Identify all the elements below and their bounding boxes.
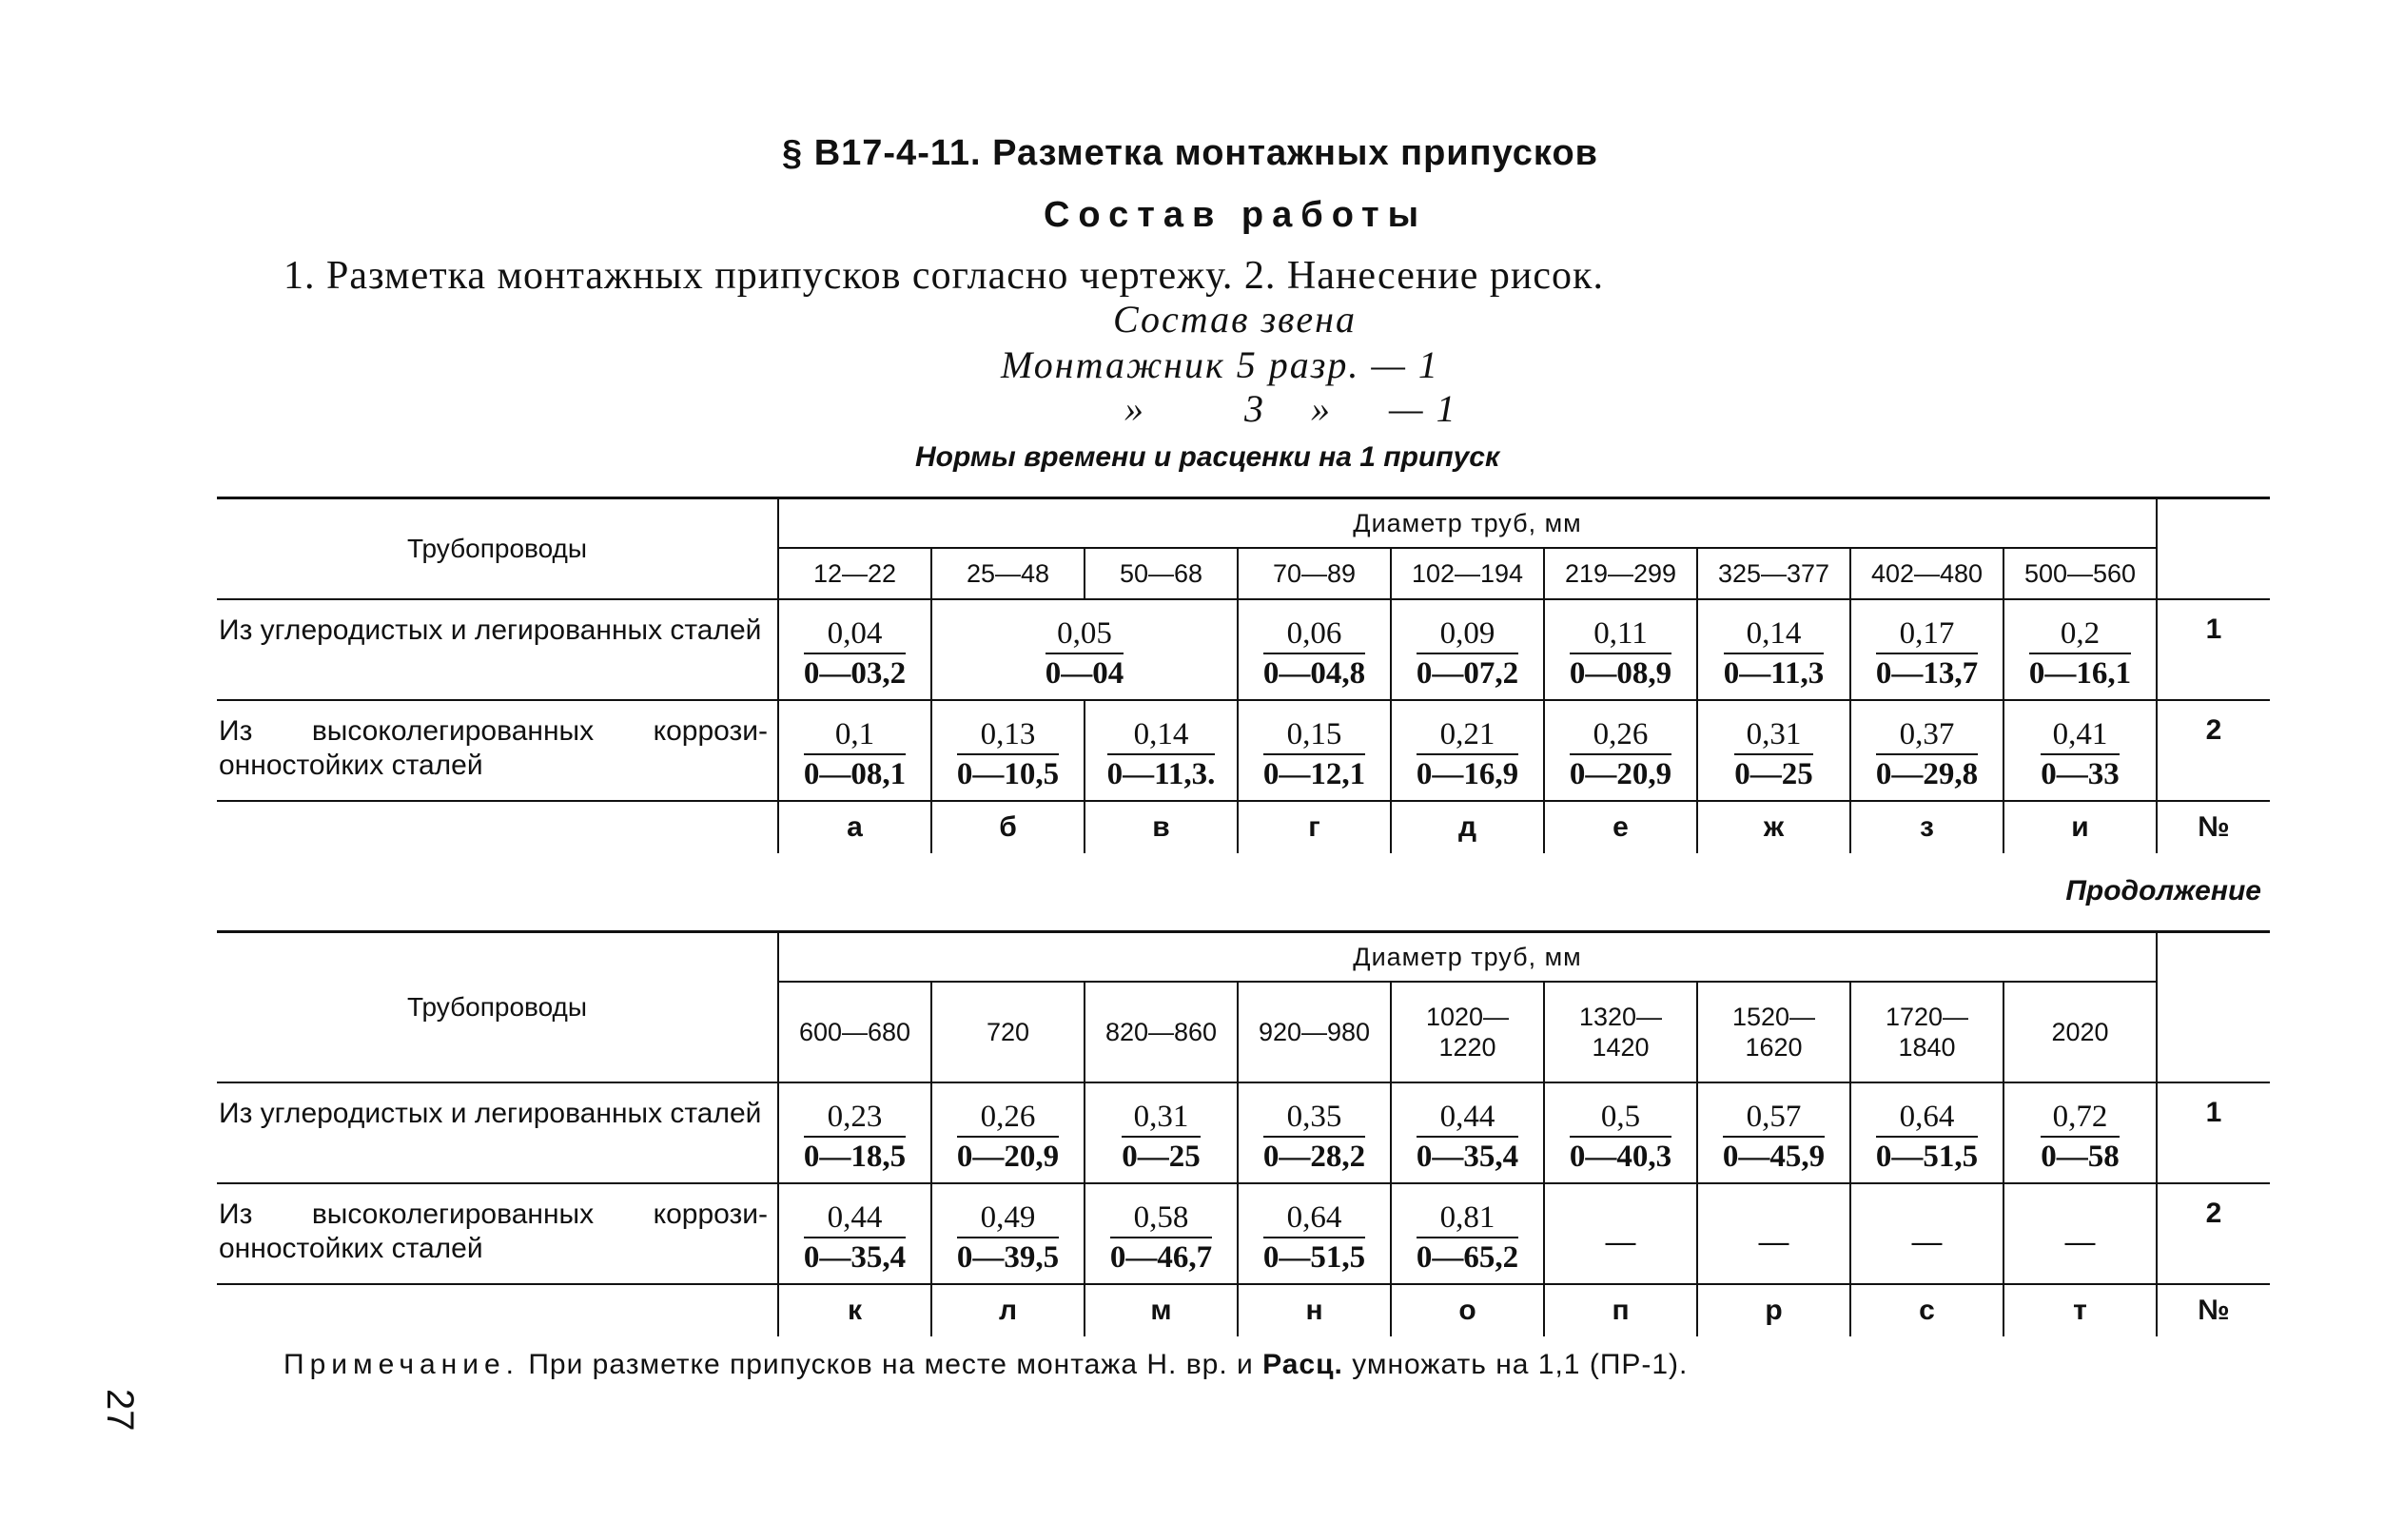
number-label: № <box>2157 801 2270 853</box>
norm-cell-empty <box>1544 1183 1697 1284</box>
time-norm: 0,23 <box>804 1100 906 1138</box>
diameter-col: 102—194 <box>1391 548 1544 599</box>
time-norm: 0,64 <box>1876 1100 1978 1138</box>
diameter-col: 70—89 <box>1238 548 1391 599</box>
rate-value: 0—10,5 <box>956 757 1060 791</box>
norm-cell <box>1544 599 1697 700</box>
diameter-col: 600—680 <box>778 982 931 1082</box>
rate-value: 0—16,1 <box>2028 656 2132 691</box>
crew-ditto-open: » <box>1124 387 1145 430</box>
no-value-dash: — <box>1605 1223 1636 1258</box>
norm-cell <box>778 700 931 801</box>
footnote-text-end: умножать на 1,1 (ПР-1). <box>1342 1349 1689 1380</box>
time-norm: 0,58 <box>1110 1200 1212 1238</box>
time-norm: 0,44 <box>804 1200 906 1238</box>
norms-table-1 <box>217 497 2270 853</box>
footnote-label: Примечание. <box>283 1349 519 1380</box>
norm-cell <box>1697 599 1850 700</box>
norm-cell <box>931 700 1085 801</box>
rate-value: 0—20,9 <box>1569 757 1672 791</box>
pipe-type-cell: Из высоколегированных коррози-онностойких сталей <box>217 1183 778 1284</box>
pipe-header: Трубопроводы <box>217 498 778 600</box>
time-norm: 0,26 <box>1570 717 1671 755</box>
norm-cell <box>1391 700 1544 801</box>
crew-ditto-close: » <box>1311 387 1332 430</box>
diameter-col: 820—860 <box>1085 982 1238 1082</box>
norm-cell-empty <box>1850 1183 2003 1284</box>
norm-cell <box>1697 1082 1850 1183</box>
norm-cell <box>1850 700 2003 801</box>
rate-value: 0—03,2 <box>803 656 907 691</box>
no-value-dash: — <box>1911 1223 1943 1258</box>
rate-value: 0—46,7 <box>1109 1240 1213 1275</box>
rate-value: 0—35,4 <box>1416 1140 1519 1174</box>
rate-value: 0—29,8 <box>1875 757 1979 791</box>
time-norm: 0,26 <box>957 1100 1059 1138</box>
norm-cell <box>1085 1183 1238 1284</box>
column-letter: к <box>778 1284 931 1336</box>
diameter-header: Диаметр труб, мм <box>778 498 2157 549</box>
time-norm: 0,49 <box>957 1200 1059 1238</box>
norm-cell <box>778 1082 931 1183</box>
page-number: 27 <box>99 1389 141 1432</box>
norm-cell <box>1850 1082 2003 1183</box>
time-norm: 0,14 <box>1724 616 1824 654</box>
crew-count: — 1 <box>1389 387 1457 430</box>
rate-value: 0—11,3 <box>1723 656 1825 691</box>
pipe-header: Трубопроводы <box>217 932 778 1083</box>
rate-value: 0—18,5 <box>803 1140 907 1174</box>
norms-title: Нормы времени и расценки на 1 припуск <box>915 441 1500 473</box>
time-norm: 0,2 <box>2029 616 2131 654</box>
crew-grade: 3 <box>1244 387 1265 430</box>
time-norm: 0,64 <box>1263 1200 1365 1238</box>
time-norm: 0,04 <box>804 616 906 654</box>
rate-value: 0—58 <box>2041 1140 2120 1174</box>
diameter-col: 920—980 <box>1238 982 1391 1082</box>
number-label: № <box>2157 1284 2270 1336</box>
footnote-bold-word: Расц. <box>1262 1349 1343 1380</box>
time-norm: 0,15 <box>1263 717 1365 755</box>
norm-cell <box>931 1082 1085 1183</box>
rate-value: 0—35,4 <box>803 1240 907 1275</box>
time-norm: 0,44 <box>1417 1100 1518 1138</box>
norm-cell <box>1544 700 1697 801</box>
column-letter: г <box>1238 801 1391 853</box>
row-number: 1 <box>2157 1082 2270 1183</box>
norm-cell <box>1238 1183 1391 1284</box>
rate-value: 0—65,2 <box>1416 1240 1519 1275</box>
norm-cell <box>1544 1082 1697 1183</box>
table-row <box>217 599 2270 700</box>
row-number: 1 <box>2157 599 2270 700</box>
column-letter: ж <box>1697 801 1850 853</box>
diameter-col: 50—68 <box>1085 548 1238 599</box>
diameter-col: 1720— 1840 <box>1850 982 2003 1082</box>
norm-cell <box>1238 599 1391 700</box>
table-row <box>217 1183 2270 1284</box>
row-number: 2 <box>2157 1183 2270 1284</box>
rate-value: 0—28,2 <box>1262 1140 1366 1174</box>
letter-row <box>217 801 2270 853</box>
time-norm: 0,81 <box>1417 1200 1518 1238</box>
time-norm: 0,31 <box>1734 717 1813 755</box>
letter-row-blank <box>217 1284 778 1336</box>
column-letter: т <box>2003 1284 2157 1336</box>
diameter-col: 1020— 1220 <box>1391 982 1544 1082</box>
diameter-col: 25—48 <box>931 548 1085 599</box>
time-norm: 0,35 <box>1263 1100 1365 1138</box>
rate-value: 0—04 <box>1045 656 1124 691</box>
table-row <box>217 700 2270 801</box>
time-norm: 0,1 <box>804 717 906 755</box>
rate-value: 0—13,7 <box>1875 656 1979 691</box>
column-letter: з <box>1850 801 2003 853</box>
column-letter: а <box>778 801 931 853</box>
time-norm: 0,06 <box>1263 616 1365 654</box>
time-norm: 0,14 <box>1107 717 1216 755</box>
pipe-type-cell: Из углеродистых и легированных сталей <box>217 599 778 700</box>
table-row <box>217 1082 2270 1183</box>
norm-cell-empty <box>1697 1183 1850 1284</box>
norm-cell <box>1850 599 2003 700</box>
column-letter: п <box>1544 1284 1697 1336</box>
diameter-col: 720 <box>931 982 1085 1082</box>
section-title: § В17-4-11. Разметка монтажных припусков <box>782 133 1599 173</box>
letter-row-blank <box>217 801 778 853</box>
time-norm: 0,5 <box>1570 1100 1671 1138</box>
time-norm: 0,31 <box>1122 1100 1201 1138</box>
diameter-col: 12—22 <box>778 548 931 599</box>
rate-value: 0—08,9 <box>1569 656 1672 691</box>
diameter-col: 1320— 1420 <box>1544 982 1697 1082</box>
time-norm: 0,37 <box>1876 717 1978 755</box>
diameter-col: 2020 <box>2003 982 2157 1082</box>
rate-value: 0—45,9 <box>1722 1140 1826 1174</box>
norm-cell <box>931 1183 1085 1284</box>
no-value-dash: — <box>1758 1223 1789 1258</box>
row-number: 2 <box>2157 700 2270 801</box>
norm-cell <box>2003 599 2157 700</box>
column-letter: б <box>931 801 1085 853</box>
column-letter: е <box>1544 801 1697 853</box>
crew-line-grade-3 <box>0 386 2404 430</box>
norm-cell <box>1391 1183 1544 1284</box>
norm-cell-empty <box>2003 1183 2157 1284</box>
time-norm: 0,72 <box>2041 1100 2120 1138</box>
column-letter: м <box>1085 1284 1238 1336</box>
column-letter: д <box>1391 801 1544 853</box>
rate-value: 0—25 <box>1734 757 1813 791</box>
pipe-type-cell: Из углеродистых и легированных сталей <box>217 1082 778 1183</box>
column-letter: в <box>1085 801 1238 853</box>
time-norm: 0,13 <box>957 717 1059 755</box>
rate-value: 0—51,5 <box>1875 1140 1979 1174</box>
rate-value: 0—20,9 <box>956 1140 1060 1174</box>
norm-cell <box>1238 1082 1391 1183</box>
column-letter: н <box>1238 1284 1391 1336</box>
rate-value: 0—11,3. <box>1106 757 1216 791</box>
pipe-type-cell: Из высоколегированных коррози-онностойких сталей <box>217 700 778 801</box>
rate-value: 0—04,8 <box>1262 656 1366 691</box>
continuation-label: Продолжение <box>2065 875 2261 906</box>
no-value-dash: — <box>2064 1223 2096 1258</box>
norm-cell <box>1697 700 1850 801</box>
time-norm: 0,11 <box>1570 616 1671 654</box>
diameter-col: 1520— 1620 <box>1697 982 1850 1082</box>
column-letter: о <box>1391 1284 1544 1336</box>
rate-value: 0—16,9 <box>1416 757 1519 791</box>
norms-table-2 <box>217 930 2270 1336</box>
time-norm: 0,17 <box>1876 616 1978 654</box>
time-norm: 0,57 <box>1723 1100 1825 1138</box>
rate-value: 0—40,3 <box>1569 1140 1672 1174</box>
norm-cell <box>1085 700 1238 801</box>
footnote-text: При разметке припусков на месте монтажа Н. вр. и <box>518 1349 1263 1380</box>
norm-cell <box>1238 700 1391 801</box>
norm-cell <box>2003 700 2157 801</box>
diameter-header: Диаметр труб, мм <box>778 932 2157 983</box>
norm-cell <box>2003 1082 2157 1183</box>
norm-cell <box>1391 1082 1544 1183</box>
num-header-blank <box>2157 932 2270 1083</box>
letter-row <box>217 1284 2270 1336</box>
rate-value: 0—07,2 <box>1416 656 1519 691</box>
diameter-col: 325—377 <box>1697 548 1850 599</box>
work-composition-items: 1. Разметка монтажных припусков согласно чертежу. 2. Нанесение рисок. <box>283 254 1604 298</box>
column-letter: л <box>931 1284 1085 1336</box>
norm-cell <box>931 599 1238 700</box>
rate-value: 0—12,1 <box>1262 757 1366 791</box>
rate-value: 0—39,5 <box>956 1240 1060 1275</box>
footnote <box>283 1349 1688 1381</box>
diameter-col: 219—299 <box>1544 548 1697 599</box>
diameter-col: 402—480 <box>1850 548 2003 599</box>
crew-composition-title: Состав звена <box>1113 298 1358 341</box>
column-letter: р <box>1697 1284 1850 1336</box>
norm-cell <box>778 599 931 700</box>
num-header-blank <box>2157 498 2270 600</box>
diameter-col: 500—560 <box>2003 548 2157 599</box>
rate-value: 0—08,1 <box>803 757 907 791</box>
crew-line-grade-5: Монтажник 5 разр. — 1 <box>1001 343 1439 386</box>
rate-value: 0—25 <box>1122 1140 1201 1174</box>
column-letter: с <box>1850 1284 2003 1336</box>
time-norm: 0,21 <box>1417 717 1518 755</box>
norm-cell <box>1085 1082 1238 1183</box>
norm-cell <box>1391 599 1544 700</box>
time-norm: 0,05 <box>1046 616 1124 654</box>
rate-value: 0—33 <box>2041 757 2120 791</box>
time-norm: 0,41 <box>2041 717 2120 755</box>
work-composition-title: Состав работы <box>1043 195 1428 235</box>
rate-value: 0—51,5 <box>1262 1240 1366 1275</box>
norm-cell <box>778 1183 931 1284</box>
time-norm: 0,09 <box>1417 616 1518 654</box>
column-letter: и <box>2003 801 2157 853</box>
